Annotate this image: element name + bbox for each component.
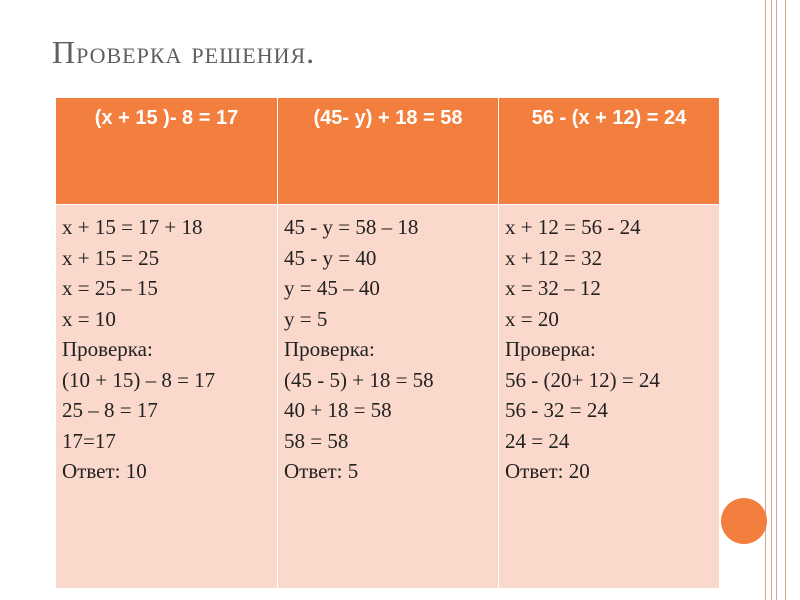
header-cell-3: 56 - (х + 12) = 24 — [499, 98, 720, 205]
answer-line: Ответ: 20 — [505, 459, 590, 483]
solution-line: х = 25 – 15 — [62, 276, 158, 300]
solution-line: х = 10 — [62, 306, 116, 331]
check-line: 56 - (20+ 12) = 24 — [505, 367, 660, 392]
solution-line: 45 - у = 58 – 18 — [284, 215, 419, 239]
check-line: 25 – 8 = 17 — [62, 398, 158, 422]
check-line: 56 - 32 = 24 — [505, 398, 608, 422]
decor-circle — [721, 498, 767, 544]
answer-line: Ответ: 10 — [62, 459, 147, 483]
check-label: Проверка: — [284, 337, 375, 361]
solution-line: х + 15 = 25 — [62, 245, 160, 270]
check-line: (10 + 15) – 8 = 17 — [62, 367, 216, 392]
solution-line: х = 32 – 12 — [505, 276, 601, 300]
header-cell-2: (45- у) + 18 = 58 — [278, 98, 499, 205]
decor-line-2 — [771, 0, 772, 600]
solution-cell-2 — [278, 205, 499, 589]
answer-line: Ответ: 5 — [284, 459, 359, 483]
decor-line-4 — [785, 0, 786, 600]
body-row — [56, 205, 720, 589]
decor-line-1 — [765, 0, 766, 600]
check-label: Проверка: — [62, 337, 153, 361]
solution-line: х + 12 = 56 - 24 — [505, 215, 641, 239]
header-row — [56, 98, 720, 205]
solution-line: 45 - у = 40 — [284, 245, 377, 270]
check-line: 40 + 18 = 58 — [284, 398, 392, 422]
decor-line-3 — [776, 0, 777, 600]
solution-line: х = 20 — [505, 306, 559, 331]
solution-cell-1 — [56, 205, 278, 589]
solution-cell-3 — [499, 205, 720, 589]
solutions-table — [55, 97, 720, 589]
slide-title: Проверка решения. — [52, 34, 316, 70]
check-line: (45 - 5) + 18 = 58 — [284, 367, 434, 392]
check-line: 58 = 58 — [284, 428, 349, 453]
solution-line: у = 45 – 40 — [284, 276, 380, 300]
check-label: Проверка: — [505, 337, 596, 361]
header-cell-1: (х + 15 )- 8 = 17 — [56, 98, 278, 205]
solution-line: у = 5 — [284, 306, 328, 331]
solution-line: х + 15 = 17 + 18 — [62, 215, 203, 239]
check-line: 17=17 — [62, 428, 116, 453]
solution-line: х + 12 = 32 — [505, 245, 603, 270]
check-line: 24 = 24 — [505, 428, 570, 453]
